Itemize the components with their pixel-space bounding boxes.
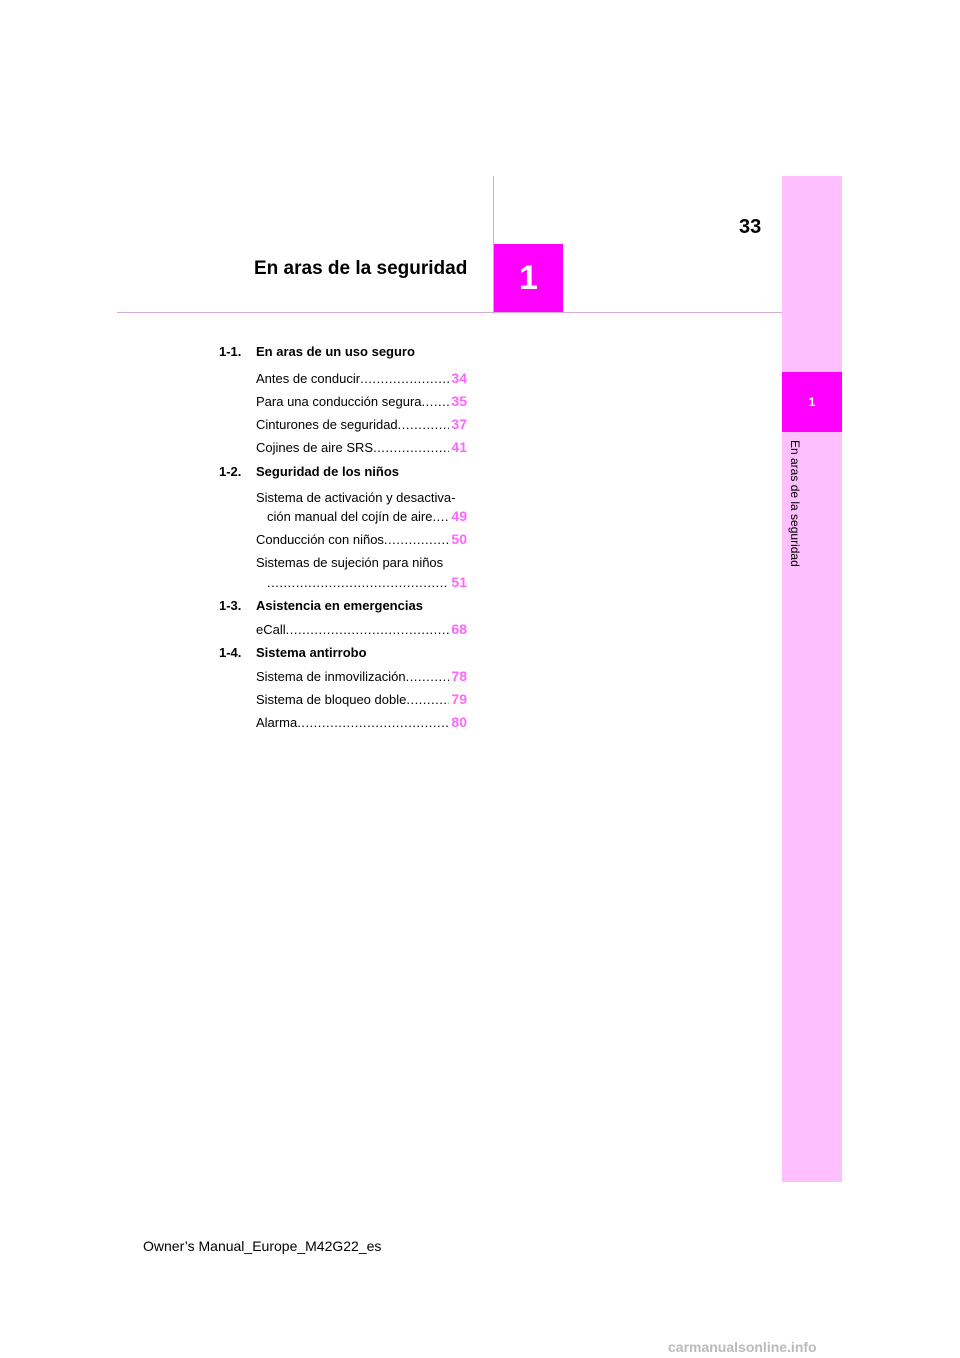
toc-entry[interactable] — [256, 691, 467, 707]
chapter-number: 1 — [519, 258, 538, 297]
toc-page-link[interactable]: 35 — [451, 393, 467, 409]
toc-leader-dots — [384, 532, 450, 547]
toc-entry[interactable] — [256, 621, 467, 637]
side-tab-number: 1 — [808, 395, 816, 409]
toc-page-link[interactable]: 79 — [451, 691, 467, 707]
watermark: carmanualsonline.info — [668, 1339, 817, 1355]
toc-leader-dots — [360, 371, 449, 386]
toc-entry-label: Sistema de bloqueo doble — [256, 692, 407, 707]
toc-section-title: Seguridad de los niños — [256, 464, 400, 479]
toc-entry-label: Antes de conducir — [256, 371, 361, 386]
header-horizontal-rule — [117, 312, 782, 313]
toc-leader-dots — [406, 669, 450, 684]
footer-manual-id: Owner’s Manual_Europe_M42G22_es — [143, 1238, 382, 1254]
toc-section-4 — [219, 645, 367, 660]
side-vertical-label: En aras de la seguridad — [788, 440, 802, 567]
toc-entry[interactable] — [256, 416, 467, 432]
side-tab[interactable] — [782, 372, 842, 432]
page-number: 33 — [739, 216, 762, 238]
chapter-title: En aras de la seguridad — [254, 258, 468, 279]
toc-entry-line: Sistema de activación y desactiva- — [256, 490, 456, 505]
toc-leader-dots — [398, 417, 450, 432]
toc-entry-label: eCall — [256, 622, 286, 637]
toc-leader-dots — [433, 509, 450, 524]
toc-page-link[interactable]: 37 — [451, 416, 467, 432]
toc-page-link[interactable]: 51 — [451, 574, 467, 590]
toc-entry[interactable] — [256, 393, 467, 409]
toc-entry[interactable] — [256, 531, 467, 547]
toc-section-title: Sistema antirrobo — [256, 645, 367, 660]
toc-section-3 — [219, 598, 423, 613]
toc-entry-label: Alarma — [256, 715, 298, 730]
toc-entry[interactable] — [256, 439, 467, 455]
toc-page-link[interactable]: 34 — [451, 370, 467, 386]
toc-entry[interactable] — [256, 370, 467, 386]
toc-entry-label: Cinturones de seguridad — [256, 417, 398, 432]
toc-page-link[interactable]: 78 — [451, 668, 467, 684]
toc-section-number: 1-4. — [219, 645, 242, 660]
toc-entry-label: Cojines de aire SRS — [256, 440, 374, 455]
toc-entry-label: Conducción con niños — [256, 532, 384, 547]
toc-entry-label: Para una conducción segura — [256, 394, 422, 409]
toc-leader-dots — [373, 440, 449, 455]
chapter-number-box — [494, 244, 563, 312]
toc-leader-dots — [286, 622, 450, 637]
toc-leader-dots — [406, 692, 449, 707]
toc-page-link[interactable]: 68 — [451, 621, 467, 637]
toc-entry[interactable] — [256, 714, 467, 730]
toc-entry-label: ción manual del cojín de aire — [267, 509, 433, 524]
toc-section-2 — [219, 464, 399, 479]
toc-section-1 — [219, 344, 415, 359]
toc-entry[interactable] — [256, 668, 467, 684]
toc-leader-dots — [267, 575, 449, 590]
toc-section-number: 1-3. — [219, 598, 242, 613]
toc-page-link[interactable]: 41 — [451, 439, 467, 455]
toc-section-number: 1-2. — [219, 464, 242, 479]
toc-section-title: Asistencia en emergencias — [256, 598, 423, 613]
toc-leader-dots — [297, 715, 449, 730]
toc-page-link[interactable]: 50 — [451, 531, 467, 547]
toc-page-link[interactable]: 80 — [451, 714, 467, 730]
toc-section-number: 1-1. — [219, 344, 242, 359]
toc-entry[interactable] — [267, 508, 467, 524]
toc-section-title: En aras de un uso seguro — [256, 344, 415, 359]
toc-leader-dots — [422, 394, 450, 409]
toc-page-link[interactable]: 49 — [451, 508, 467, 524]
toc-entry-line: Sistemas de sujeción para niños — [256, 555, 444, 570]
side-strip — [782, 176, 842, 1182]
toc-entry-label: Sistema de inmovilización — [256, 669, 406, 684]
toc-entry[interactable] — [267, 574, 467, 590]
